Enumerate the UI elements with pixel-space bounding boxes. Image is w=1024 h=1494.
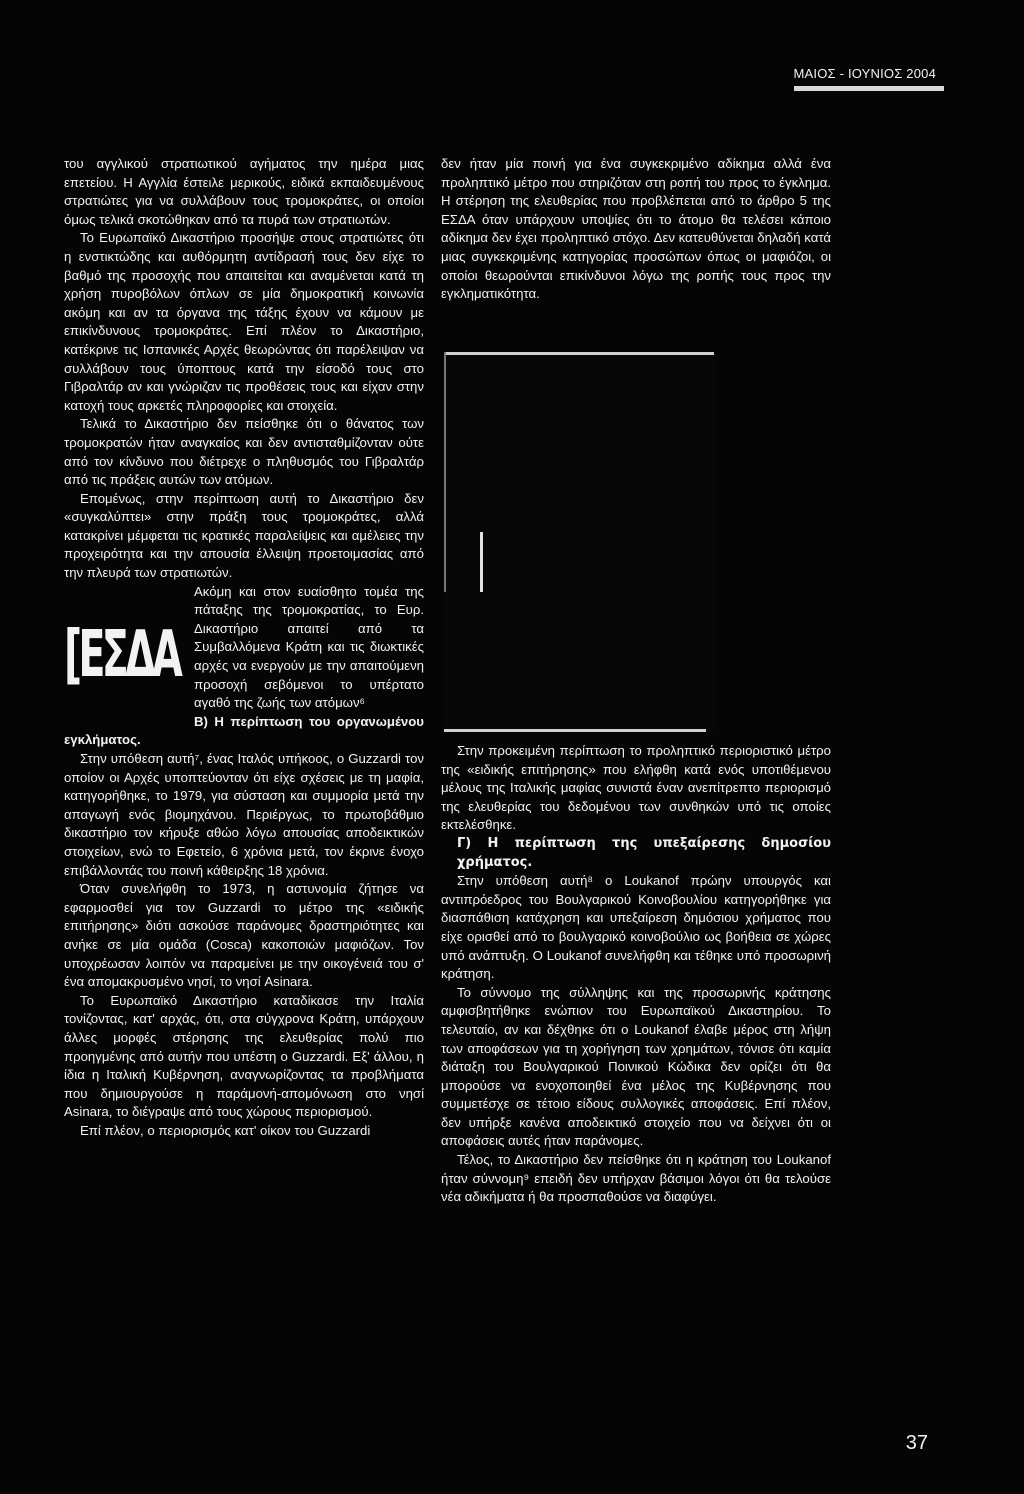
paragraph: Στην υπόθεση αυτή⁷, ένας Ιταλός υπήκοος, ο Guzzardi τον οποίον οι Αρχές υποπτεύονταν ότι είχε σχέσεις με τη μαφία, κατηγορήθηκε, το 1979, για σύσταση και συμμορία μετά την απαγωγή ενός βιομηχάνου. Περιέργως, το πρωτοβάθμιο δικαστήριο τον κήρυξε αθώο λόγω απουσίας αποδεικτικών στοιχείων, ενώ το Εφετείο, 6 χρόνια μετά, τον έκρινε ένοχο επιβάλλοντάς του ποινή κάθειρξης 18 χρόνια. [64, 751, 424, 878]
left-column [64, 155, 424, 1140]
page-header [0, 62, 1024, 92]
page-number: 37 [905, 1432, 928, 1454]
paragraph: Όταν συνελήφθη το 1973, η αστυνομία ζήτησε να εφαρμοσθεί για τον Guzzardi το μέτρο της «ειδικής επιτήρησης» διότι ασκούσε παράνομες δραστηριότητες και ανήκε σε μία ομάδα (Cosca) κακοποιών μαφιόζων. Τον υποχρέωσαν λοιπόν να παραμείνει με την οικογένειά του σ' ένα απομακρυσμένο νησί, το νησί Asinara. [64, 881, 424, 990]
photo-mark [480, 532, 483, 592]
paragraph: Στην υπόθεση αυτή⁸ ο Loukanof πρώην υπουργός και αντιπρόεδρος του Βουλγαρικού Κοινοβουλίου κατηγορήθηκε για διασπάθιση κατάχρηση και υπεξαίρεση δημόσιου χρήματος που είχε ορισθεί από το βουλγαρικό κοινοβούλιο ως βοήθεια σε χώρες υπό ανάπτυξη. Ο Loukanof συνελήφθη και τέθηκε υπό προσωρινή κράτηση. [441, 873, 831, 982]
issue-date: ΜΑΙΟΣ - ΙΟΥΝΙΟΣ 2004 [793, 66, 936, 81]
right-column-top [441, 155, 831, 304]
right-column-bottom [441, 742, 831, 1207]
header-rule [794, 86, 944, 91]
photo-placeholder [444, 352, 714, 732]
paragraph: δεν ήταν μία ποινή για ένα συγκεκριμένο αδίκημα αλλά ένα προληπτικό μέτρο που στηριζόταν στη ροπή του προς το έγκλημα. Η στέρηση της ελευθερίας που προβλέπεται από το άρθρο 5 της ΕΣΔΑ όταν υπάρχουν υποψίες ότι το άτομο θα τελέσει κάποιο αδίκημα δεν έχει προληπτικό στόχο. Δεν κατευθύνεται δηλαδή κατά μιας συγκεκριμένης κατηγορίας προσώπων όπως οι μαφιόζοι, οι οποίοι θεωρούνται επικίνδυνοι λόγω της ροπής τους προς την εγκληματικότητα. [441, 156, 831, 302]
paragraph: Τελικά το Δικαστήριο δεν πείσθηκε ότι ο θάνατος των τρομοκρατών ήταν αναγκαίος και δεν αντισταθμίζονταν ούτε από τον κίνδυνο που διέτρεχε ο πληθυσμός του Γιβραλτάρ από τις πράξεις αυτών των ατόμων. [64, 416, 424, 488]
paragraph: Το Ευρωπαϊκό Δικαστήριο καταδίκασε την Ιταλία τονίζοντας, κατ' αρχάς, ότι, στα σύγχρονα Κράτη, υπάρχουν άλλες μορφές στέρησης της ελευθερίας πολύ πιο προηγμένης από αυτήν που υπέστη ο Guzzardi. Εξ' άλλου, η ίδια η Ιταλική Κυβέρνηση, αναγνωρίζοντας τα προβλήματα που δημιουργούσε η παράμονή-απομόνωση στο νησί Asinara, το διέγραψε από τους χώρους περιορισμού. [64, 992, 424, 1120]
paragraph: Το σύννομο της σύλληψης και της προσωρινής κράτησης αμφισβητήθηκε ενώπιον του Ευρωπαϊκού Δικαστηρίου. Το τελευταίο, αν και δέχθηκε ότι ο Loukanof έλαβε μέρος στη λήψη των αποφάσεων για τη χορήγηση των χρημάτων, τόνισε ότι καμία διάταξη του Βουλγαρικού Ποινικού Κώδικα δεν ορίζει ότι θα μπορούσε να ενοχοποιηθεί ένα μέλος της Κυβέρνησης που συμμετέσχε σε τέτοιο είδους συλλογικές αποφάσεις. Επί πλέον, δεν υπήρξε κανένα αποδεικτικό στοιχείο που να δείχνει ότι οι αποφάσεις αυτές ήταν παράνομες. [441, 984, 831, 1149]
paragraph: Στην προκειμένη περίπτωση το προληπτικό περιοριστικό μέτρο της «ειδικής επιτήρησης» που ελήφθη κατά ενός υποτιθέμενου μέλους της Ιταλικής μαφίας συνιστά έναν ανεπίτρεπτο περιορισμό της ελευθερίας του δεδομένου των συνθηκών υπό τις οποίες εκτελέσθηκε. [441, 743, 831, 833]
section-g-title: Γ) Η περίπτωση της υπεξαίρεσης δημοσίου χρήματος. [457, 835, 831, 870]
logo-wrap-block [64, 583, 424, 713]
photo-left-edge [444, 352, 446, 592]
esda-logo: [ΕΣΔΑ [64, 617, 180, 692]
photo-top-edge [444, 352, 714, 355]
paragraph: του αγγλικού στρατιωτικού αγήματος την ημέρα μιας επετείου. Η Αγγλία έστειλε μερικούς, ειδικά εκπαιδευμένους στρατιώτες για να συλλάβουν τους τρομοκράτες, οι οποίοι όμως τελικά σκοτώθηκαν από τα πυρά των στρατιωτών. [64, 156, 424, 227]
paragraph: Επομένως, στην περίπτωση αυτή το Δικαστήριο δεν «συγκαλύπτει» στην πράξη τους τρομοκράτες, αλλά κατακρίνει μέμφεται τις κρατικές παραλείψεις και αμέλειες την προχειρότητα και την απουσία έλλειψη προετοιμασίας από την πλευρά των στρατιωτών. [64, 490, 424, 581]
paragraph: Επί πλέον, ο περιορισμός κατ' οίκον του Guzzardi [80, 1122, 371, 1138]
photo-bottom-edge [444, 729, 706, 732]
paragraph: Το Ευρωπαϊκό Δικαστήριο προσήψε στους στρατιώτες ότι η ενστικτώδης και αυθόρμητη αντίδρασή τους δεν είχε το βαθμό της προσοχής που απαιτείται και αναμένεται κατά τη χρήση πυροβόλων όπλων σε μία δημοκρατική κοινωνία ακόμη και αν τα όργανα της τάξης έχουν να κάμουν με επικίνδυνους τρομοκράτες. Επί πλέον το Δικαστήριο, κατέκρινε τις Ισπανικές Αρχές θεωρώντας ότι παρέλειψαν να συλλάβουν τους ύποπτους κατά την είσοδό τους στο Γιβραλτάρ αν και γνώριζαν τις προθέσεις τους και είχαν στην κατοχή τους αρκετές πληροφορίες και στοιχεία. [64, 230, 424, 413]
paragraph: Ακόμη και στον ευαίσθητο τομέα της πάταξης της τρομοκρατίας, το Ευρ. Δικαστήριο απαιτεί από τα Συμβαλλόμενα Κράτη και τις διωκτικές αρχές να ενεργούν με την απαιτούμενη προσοχή σεβόμενοι το υπέρτατο αγαθό της ζωής των ατόμων⁶ [194, 583, 424, 711]
paragraph: Τέλος, το Δικαστήριο δεν πείσθηκε ότι η κράτηση του Loukanof ήταν σύννομη⁹ επειδή δεν υπήρχαν βάσιμοι λόγοι ότι θα τελούσε νέα αδικήματα ή θα προσπαθούσε να διαφύγει. [441, 1152, 831, 1205]
section-b-title: Β) Η περίπτωση του οργανωμένου εγκλήματος. [64, 713, 424, 748]
